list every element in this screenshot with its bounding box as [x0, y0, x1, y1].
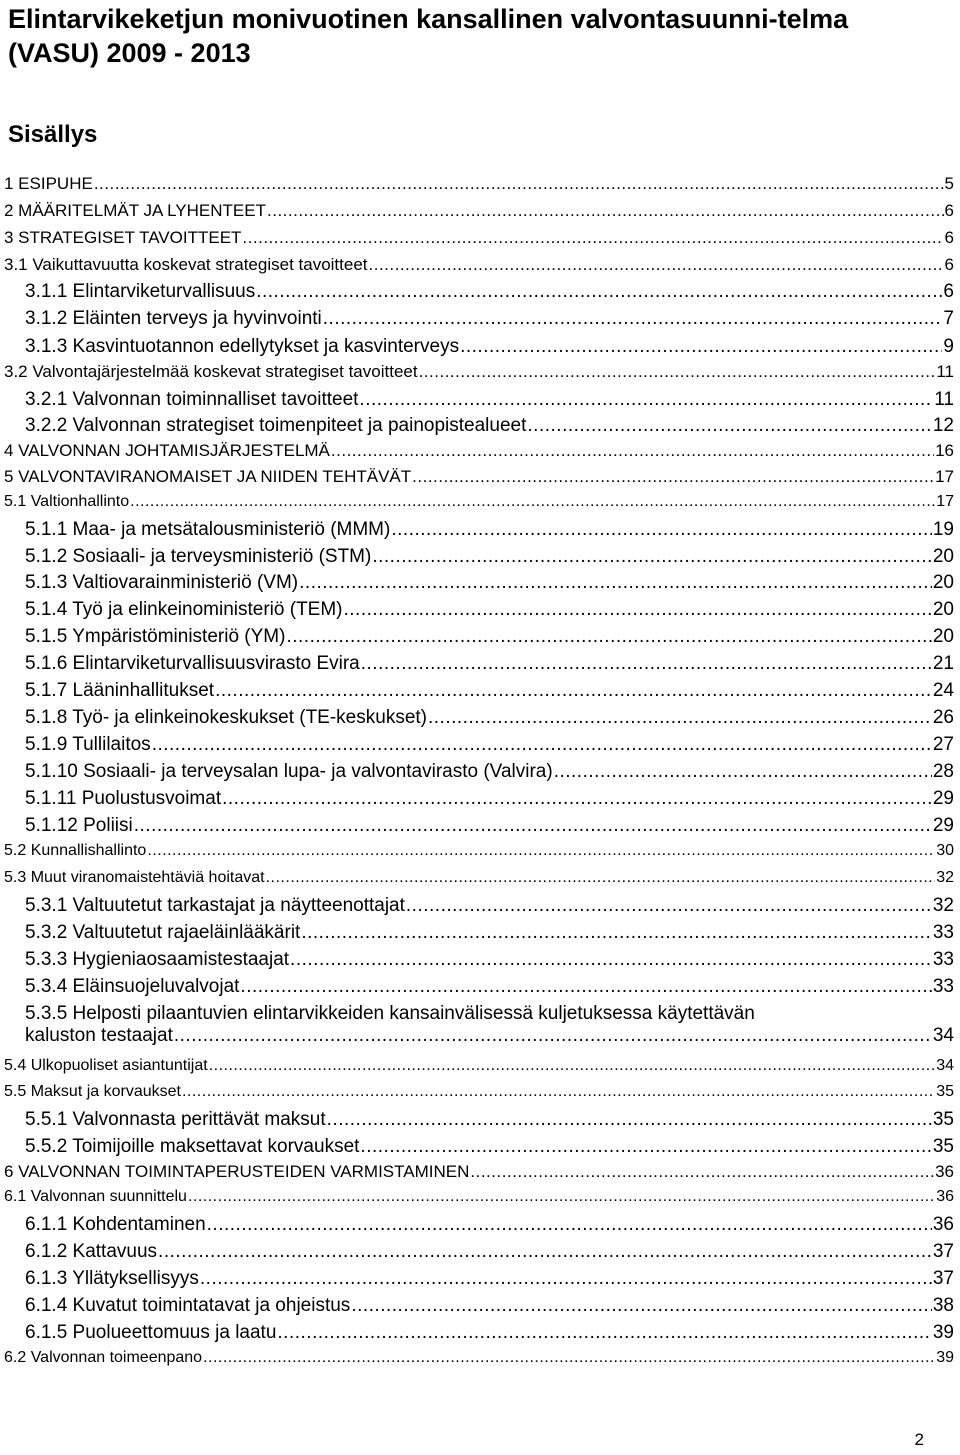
toc-entry[interactable] [25, 572, 954, 594]
toc-entry-text: 5.3.3 Hygieniaosaamistestaajat [25, 949, 290, 970]
toc-entry-text: 5.5.1 Valvonnasta perittävät maksut [25, 1109, 326, 1130]
toc-entry-text: 5.1.8 Työ- ja elinkeinokeskukset (TE-keskukset) [25, 707, 427, 728]
toc-entry[interactable] [4, 1162, 954, 1182]
toc-entry[interactable] [25, 599, 954, 621]
toc-leader-dots [360, 1136, 931, 1158]
toc-entry[interactable] [25, 922, 954, 944]
toc-entry-page: 30 [936, 842, 954, 859]
toc-leader-dots [327, 1109, 932, 1131]
toc-entry[interactable] [4, 842, 954, 860]
toc-entry[interactable] [4, 201, 954, 221]
toc-entry-page: 17 [935, 467, 954, 486]
toc-leader-dots [277, 1322, 931, 1344]
toc-entry-text: 4 VALVONNAN JOHTAMISJÄRJESTELMÄ [4, 441, 330, 460]
toc-entry-text: 6.1.3 Yllätyksellisyys [25, 1268, 199, 1289]
toc-leader-dots [240, 976, 931, 998]
toc-entry-page: 20 [932, 572, 954, 593]
toc-entry[interactable] [25, 1109, 954, 1131]
toc-entry[interactable] [25, 1136, 954, 1158]
toc-entry-text: 5.1.5 Ympäristöministeriö (YM) [25, 626, 286, 647]
toc-entry[interactable] [25, 389, 954, 411]
toc-leader-dots [256, 281, 942, 303]
toc-entry-text: 5.1.9 Tullilaitos [25, 734, 151, 755]
toc-entry[interactable] [25, 1295, 954, 1317]
toc-leader-dots [242, 228, 943, 248]
toc-entry[interactable] [25, 308, 954, 330]
toc-entry[interactable] [4, 869, 954, 887]
toc-leader-dots [209, 1057, 936, 1075]
toc-entry-text: 6.1.1 Kohdentaminen [25, 1214, 206, 1235]
toc-leader-dots [301, 922, 932, 944]
toc-entry-page: 33 [932, 949, 954, 970]
toc-entry-page: 29 [932, 815, 954, 836]
toc-entry-page: 20 [932, 546, 954, 567]
toc-entry-page: 36 [932, 1214, 954, 1235]
toc-entry-page: 17 [936, 493, 954, 510]
toc-entry[interactable] [25, 815, 954, 837]
toc-leader-dots [359, 389, 933, 411]
toc-entry-text: 5.3 Muut viranomaistehtäviä hoitavat [4, 869, 265, 886]
toc-entry-page: 26 [932, 707, 954, 728]
toc-entry-page: 6 [943, 281, 954, 302]
toc-leader-dots [470, 1162, 934, 1182]
toc-entry-page: 11 [936, 362, 954, 381]
toc-entry-text: 3.2.2 Valvonnan strategiset toimenpiteet ja painopistealueet [25, 415, 527, 436]
toc-entry-text: 5.1.10 Sosiaali- ja terveysalan lupa- ja valvontavirasto (Valvira) [25, 761, 553, 782]
toc-leader-dots [215, 680, 932, 702]
toc-leader-dots [331, 441, 934, 461]
toc-entry-page: 35 [936, 1083, 954, 1100]
toc-entry[interactable] [25, 1322, 954, 1344]
toc-entry[interactable] [25, 976, 954, 998]
toc-entry-text: 3.1.3 Kasvintuotannon edellytykset ja kasvinterveys [25, 336, 460, 357]
toc-entry[interactable] [25, 336, 954, 358]
toc-entry-text: 6 VALVONNAN TOIMINTAPERUSTEIDEN VARMISTAMINEN [4, 1162, 470, 1181]
toc-entry[interactable] [4, 174, 954, 194]
toc-entry-text: 5.3.1 Valtuutetut tarkastajat ja näytteenottajat [25, 895, 405, 916]
toc-entry[interactable] [4, 362, 954, 382]
toc-entry-page: 9 [943, 336, 954, 357]
toc-leader-dots [182, 1083, 935, 1101]
toc-leader-dots [207, 1214, 932, 1236]
toc-entry-page: 33 [932, 922, 954, 943]
toc-entry-page: 21 [932, 653, 954, 674]
toc-entry-page: 24 [932, 680, 954, 701]
toc-entry-text: 5.2 Kunnallishallinto [4, 842, 147, 859]
toc-entry-wrapped[interactable] [25, 1003, 954, 1047]
toc-entry-page: 34 [932, 1025, 954, 1046]
toc-leader-dots [267, 201, 944, 221]
toc-entry-text-line2: kaluston testaajat [25, 1025, 173, 1046]
toc-entry[interactable] [25, 1268, 954, 1290]
toc-leader-dots [147, 842, 935, 860]
toc-leader-dots [428, 707, 932, 729]
toc-entry-text: 6.2 Valvonnan toimeenpano [4, 1349, 203, 1366]
toc-entry-page: 20 [932, 626, 954, 647]
toc-entry-text: 5.1.4 Työ ja elinkeinoministeriö (TEM) [25, 599, 343, 620]
toc-entry-page: 35 [932, 1136, 954, 1157]
toc-entry[interactable] [25, 546, 954, 568]
toc-entry-text: 6.1.5 Puolueettomuus ja laatu [25, 1322, 277, 1343]
toc-entry-text: 3.1.1 Elintarviketurvallisuus [25, 281, 256, 302]
toc-entry-page: 36 [936, 1188, 954, 1205]
toc-entry-page: 6 [944, 228, 954, 247]
toc-entry-text: 5.1.11 Puolustusvoimat [25, 788, 222, 809]
toc-entry-text: 5.1.3 Valtiovarainministeriö (VM) [25, 572, 299, 593]
toc-leader-dots [419, 362, 936, 382]
toc-entry-text: 3 STRATEGISET TAVOITTEET [4, 228, 242, 247]
toc-entry-text: 1 ESIPUHE [4, 174, 93, 193]
toc-leader-dots [372, 546, 932, 568]
toc-entry[interactable] [25, 1241, 954, 1263]
toc-leader-dots [391, 519, 932, 541]
toc-leader-dots [134, 815, 932, 837]
toc-leader-dots [554, 761, 932, 783]
toc-leader-dots [344, 599, 932, 621]
toc-entry-text: 5.1.1 Maa- ja metsätalousministeriö (MMM) [25, 519, 391, 540]
toc-leader-dots [188, 1188, 935, 1206]
toc-entry-page: 35 [932, 1109, 954, 1130]
toc-entry[interactable] [4, 441, 954, 461]
toc-entry-page: 36 [935, 1162, 954, 1181]
toc-entry-page: 29 [932, 788, 954, 809]
toc-leader-dots [130, 493, 935, 511]
toc-leader-dots [323, 308, 943, 330]
toc-entry-page: 19 [932, 519, 954, 540]
toc-entry[interactable] [25, 519, 954, 541]
toc-entry-text: 5.5.2 Toimijoille maksettavat korvaukset [25, 1136, 360, 1157]
toc-entry-page: 6 [944, 201, 954, 220]
toc-leader-dots [152, 734, 932, 756]
toc-entry-text: 3.1.2 Eläinten terveys ja hyvinvointi [25, 308, 322, 329]
toc-entry-text: 6.1.2 Kattavuus [25, 1241, 158, 1262]
toc-entry[interactable] [25, 415, 954, 437]
toc-entry[interactable] [25, 788, 954, 810]
toc-leader-dots [299, 572, 932, 594]
toc-entry-text: 6.1 Valvonnan suunnittelu [4, 1188, 187, 1205]
toc-leader-dots [290, 949, 932, 971]
toc-entry[interactable] [4, 255, 954, 275]
toc-leader-dots [203, 1349, 935, 1367]
toc-entry[interactable] [4, 1188, 954, 1206]
toc-entry[interactable] [4, 467, 954, 487]
toc-leader-dots [351, 1295, 932, 1317]
toc-entry-page: 27 [932, 734, 954, 755]
toc-entry-page: 33 [932, 976, 954, 997]
toc-entry-text-line1: 5.3.5 Helposti pilaantuvien elintarvikkeiden kansainvälisessä kuljetuksessa käytettävän [25, 1003, 755, 1024]
toc-entry[interactable] [4, 1349, 954, 1367]
page-number: 2 [914, 1430, 924, 1449]
toc-leader-dots [412, 467, 934, 487]
toc-entry-text: 2 MÄÄRITELMÄT JA LYHENTEET [4, 201, 266, 220]
toc-entry-page: 20 [932, 599, 954, 620]
toc-entry-page: 12 [932, 415, 954, 436]
toc-entry-page: 38 [932, 1295, 954, 1316]
toc-leader-dots [527, 415, 931, 437]
toc-entry-text: 3.1 Vaikuttavuutta koskevat strategiset tavoitteet [4, 255, 368, 274]
toc-entry[interactable] [25, 281, 954, 303]
toc-leader-dots [406, 895, 932, 917]
toc-entry-page: 7 [943, 308, 954, 329]
toc-entry-page: 16 [935, 441, 954, 460]
toc-entry-text: 3.2 Valvontajärjestelmää koskevat strategiset tavoitteet [4, 362, 418, 381]
toc-entry-text: 5.3.4 Eläinsuojeluvalvojat [25, 976, 240, 997]
toc-entry[interactable] [4, 493, 954, 511]
toc-entry-text: 6.1.4 Kuvatut toimintatavat ja ohjeistus [25, 1295, 351, 1316]
toc-leader-dots [200, 1268, 932, 1290]
toc-entry[interactable] [25, 680, 954, 702]
toc-entry[interactable] [4, 1083, 954, 1101]
toc-entry[interactable] [25, 707, 954, 729]
toc-entry[interactable] [25, 761, 954, 783]
toc-entry-page: 39 [936, 1349, 954, 1366]
toc-entry[interactable] [4, 228, 954, 248]
toc-entry[interactable] [25, 949, 954, 971]
toc-entry-text: 5.4 Ulkopuoliset asiantuntijat [4, 1057, 208, 1074]
toc-leader-dots [369, 255, 944, 275]
toc-entry-page: 34 [936, 1057, 954, 1074]
document-title: Elintarvikeketjun monivuotinen kansallinen valvontasuunni-telma (VASU) 2009 - 2013 [8, 4, 849, 68]
toc-leader-dots [174, 1025, 932, 1047]
toc-entry-text: 3.2.1 Valvonnan toiminnalliset tavoitteet [25, 389, 359, 410]
toc-entry-line2 [25, 1025, 954, 1047]
toc-entry-text: 5.1 Valtionhallinto [4, 493, 130, 510]
toc-entry[interactable] [4, 1057, 954, 1075]
toc-leader-dots [460, 336, 942, 358]
toc-leader-dots [266, 869, 936, 887]
toc-entry-page: 32 [936, 869, 954, 886]
toc-entry-page: 6 [944, 255, 954, 274]
toc-entry-text: 5.1.7 Lääninhallitukset [25, 680, 215, 701]
toc-leader-dots [94, 174, 944, 194]
toc-entry-page: 32 [932, 895, 954, 916]
toc-leader-dots [361, 653, 932, 675]
toc-entry-text: 5.1.2 Sosiaali- ja terveysministeriö (STM) [25, 546, 372, 567]
contents-heading: Sisällys [8, 121, 98, 148]
toc-leader-dots [158, 1241, 932, 1263]
toc-entry-page: 5 [944, 174, 954, 193]
toc-entry-text: 5.1.6 Elintarviketurvallisuusvirasto Evira [25, 653, 360, 674]
toc-entry[interactable] [25, 653, 954, 675]
toc-entry-page: 28 [932, 761, 954, 782]
toc-entry-page: 37 [932, 1241, 954, 1262]
toc-entry-page: 11 [934, 389, 954, 410]
toc-entry-text: 5.5 Maksut ja korvaukset [4, 1083, 181, 1100]
toc-leader-dots [286, 626, 931, 648]
toc-entry[interactable] [25, 734, 954, 756]
toc-leader-dots [222, 788, 932, 810]
toc-entry[interactable] [25, 895, 954, 917]
toc-entry-page: 39 [932, 1322, 954, 1343]
toc-entry-text: 5.1.12 Poliisi [25, 815, 133, 836]
toc-entry[interactable] [25, 1214, 954, 1236]
toc-entry-page: 37 [932, 1268, 954, 1289]
toc-entry-text: 5 VALVONTAVIRANOMAISET JA NIIDEN TEHTÄVÄT [4, 467, 412, 486]
toc-entry-text: 5.3.2 Valtuutetut rajaeläinlääkärit [25, 922, 301, 943]
toc-entry[interactable] [25, 626, 954, 648]
